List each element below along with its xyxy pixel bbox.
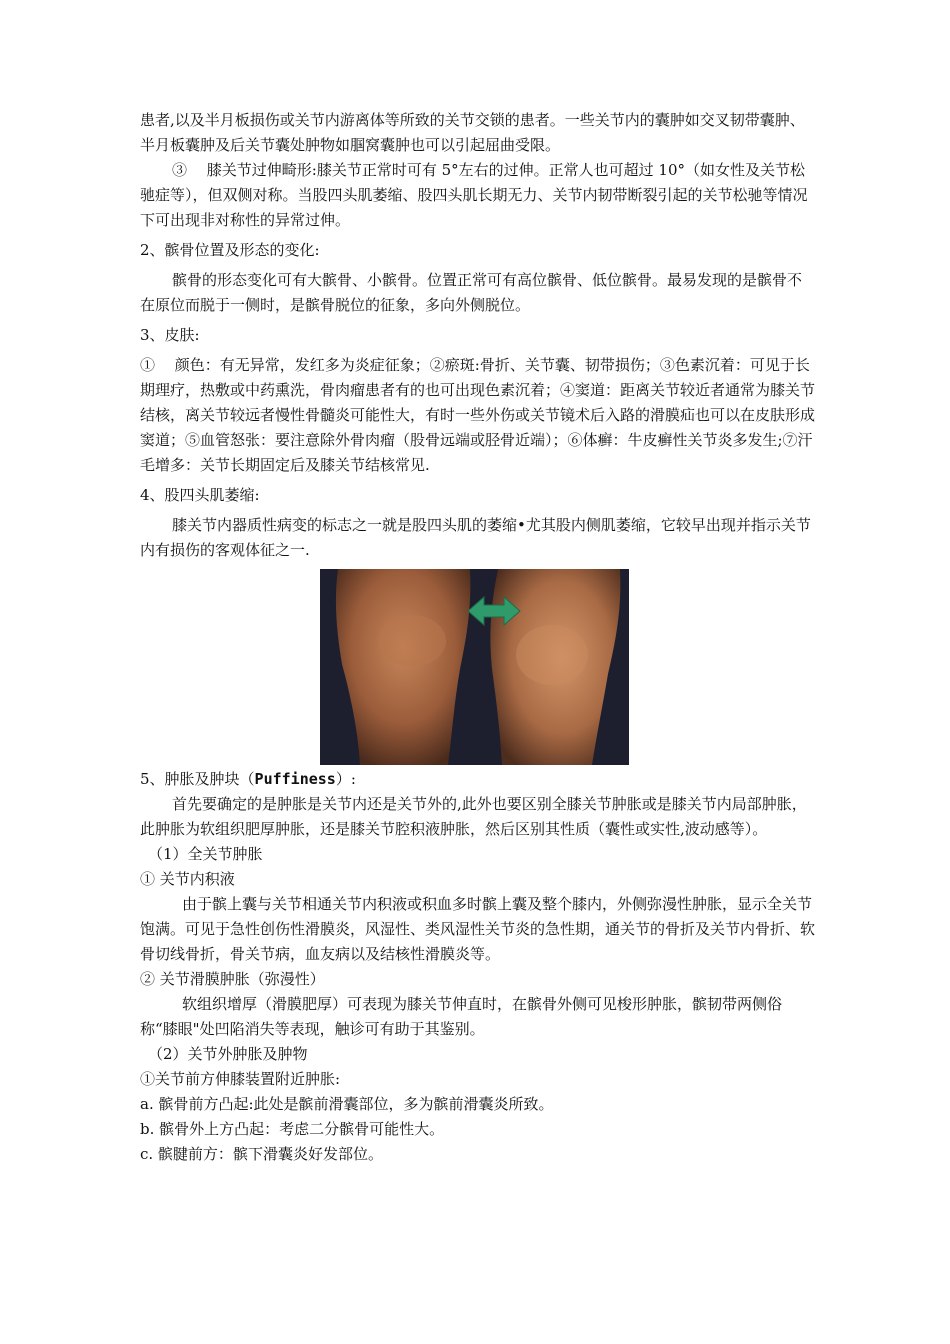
subheading-full-joint: （1）全关节肿胀 xyxy=(148,845,263,863)
heading-patella: 2、髌骨位置及形态的变化: xyxy=(140,241,320,259)
knee-photo-illustration xyxy=(320,569,629,765)
heading-skin: 3、皮肤: xyxy=(140,326,200,344)
list-item-a: a. 髌骨前方凸起:此处是髌前滑囊部位，多为髌前滑囊炎所致。 xyxy=(140,1095,554,1113)
heading-quadriceps: 4、股四头肌萎缩: xyxy=(140,486,260,504)
heading-swelling xyxy=(140,767,815,792)
subheading-extra-articular: （2）关节外肿胀及肿物 xyxy=(148,1045,308,1063)
paragraph-skin: ① 颜色：有无异常，发红多为炎症征象；②瘀斑:骨折、关节囊、韧带损伤；③色素沉着：可见于长期理疗，热敷或中药熏洗，骨肉瘤患者有的也可出现色素沉着；④窦道：距离关节较近者通常为膝关节结核，离关节较远者慢性骨髓炎可能性大，有时一些外伤或关节镜术后入路的滑膜疝也可以在皮肤形成窦道；⑤血管怒张：要注意除外骨肉瘤（股骨远端或胫骨近端）；⑥体癣：牛皮癣性关节炎多发生;⑦汗毛增多：关节长期固定后及膝关节结核常见. xyxy=(140,356,816,474)
subheading-anterior: ①关节前方伸膝装置附近肿胀: xyxy=(140,1070,341,1088)
subheading-synovial: ② 关节滑膜肿胀（弥漫性） xyxy=(140,970,325,988)
paragraph-synovial: 软组织增厚（滑膜肥厚）可表现为膝关节伸直时，在髌骨外侧可见梭形肿胀，髌韧带两侧俗称“膝眼"处凹陷消失等表现，触诊可有助于其鉴别。 xyxy=(140,995,783,1038)
paragraph-quadriceps: 膝关节内器质性病变的标志之一就是股四头肌的萎缩•尤其股内侧肌萎缩，它较早出现并指示关节内有损伤的客观体征之一. xyxy=(140,516,811,559)
heading-swelling-term: Puffiness xyxy=(254,770,336,788)
paragraph-patella: 髌骨的形态变化可有大髌骨、小髌骨。位置正常可有高位髌骨、低位髌骨。最易发现的是髌骨不在原位而脱于一侧时，是髌骨脱位的征象，多向外侧脱位。 xyxy=(140,271,803,314)
heading-swelling-suffix: ）: xyxy=(335,770,356,788)
list-item-c: c. 髌腱前方：髌下滑囊炎好发部位。 xyxy=(140,1145,383,1163)
subheading-effusion: ① 关节内积液 xyxy=(140,870,235,888)
knee-photo xyxy=(320,569,629,765)
paragraph-hyperextension: ③ 膝关节过伸畸形:膝关节正常时可有 5°左右的过伸。正常人也可超过 10°（如女性及关节松驰症等），但双侧对称。当股四头肌萎缩、股四头肌长期无力、关节内韧带断裂引起的关节松驰等情况下可出现非对称性的异常过伸。 xyxy=(140,161,808,229)
paragraph-1: 患者,以及半月板损伤或关节内游离体等所致的关节交锁的患者。一些关节内的囊肿如交叉韧带囊肿、半月板囊肿及后关节囊处肿物如腘窝囊肿也可以引起屈曲受限。 xyxy=(140,111,805,154)
paragraph-effusion: 由于髌上囊与关节相通关节内积液或积血多时髌上囊及整个膝内，外侧弥漫性肿胀，显示全关节饱满。可见于急性创伤性滑膜炎，风湿性、类风湿性关节炎的急性期，通关节的骨折及关节内骨折、软骨切线骨折，骨关节病，血友病以及结核性滑膜炎等。 xyxy=(140,895,816,963)
list-item-b: b. 髌骨外上方凸起：考虑二分髌骨可能性大。 xyxy=(140,1120,445,1138)
heading-swelling-prefix: 5、肿胀及肿块（ xyxy=(140,770,255,788)
document-page xyxy=(140,108,815,1167)
paragraph-swelling: 首先要确定的是肿胀是关节内还是关节外的,此外也要区别全膝关节肿胀或是膝关节内局部肿胀，此肿胀为软组织肥厚肿胀，还是膝关节腔积液肿胀，然后区别其性质（囊性或实性,波动感等）。 xyxy=(140,795,807,838)
